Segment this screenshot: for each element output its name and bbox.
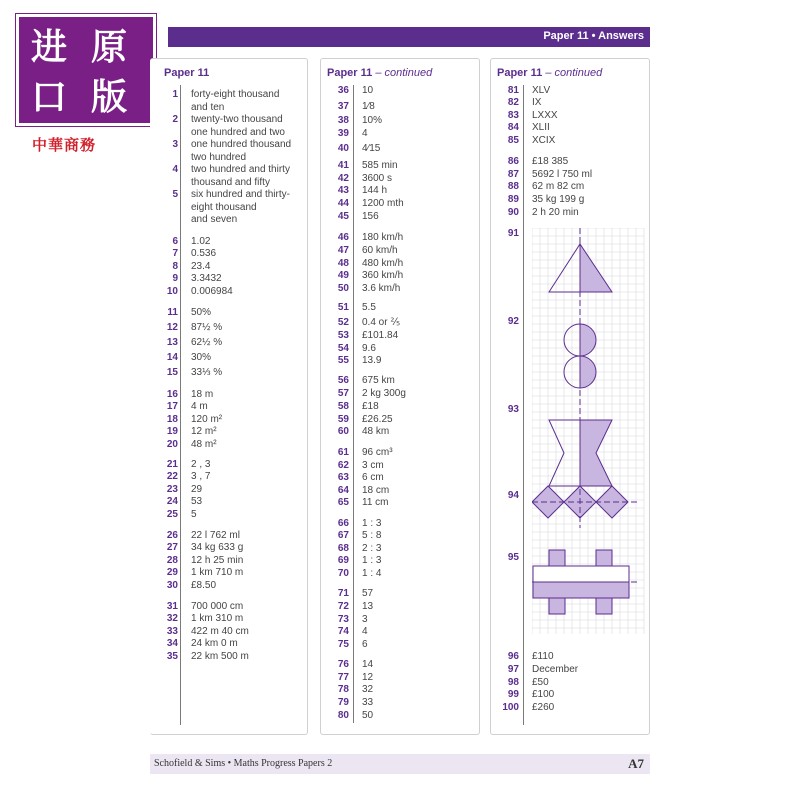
question-number: 94 — [507, 490, 519, 501]
question-number: 30 — [166, 580, 178, 591]
answer-text: 48 m² — [191, 439, 217, 450]
question-number: 39 — [337, 128, 349, 139]
answer-text: £26.25 — [362, 414, 393, 425]
answer-text: 5.5 — [362, 302, 376, 313]
question-number: 88 — [507, 181, 519, 192]
question-number: 51 — [337, 302, 349, 313]
question-number: 41 — [337, 160, 349, 171]
answer-text: 13.9 — [362, 355, 382, 366]
q95-tab-right — [596, 550, 612, 566]
answer-text: 675 km — [362, 375, 395, 386]
answer-text: 48 km — [362, 426, 390, 437]
question-number: 6 — [172, 236, 178, 247]
question-number: 22 — [166, 471, 178, 482]
answer-text: 5692 l 750 ml — [532, 169, 593, 180]
answer-text: £8.50 — [191, 580, 217, 591]
q93-shape-right — [580, 420, 612, 486]
question-number: 23 — [166, 484, 178, 495]
question-number: 49 — [337, 270, 349, 281]
page-footer — [150, 754, 650, 774]
answer-text: 6 — [362, 639, 368, 650]
answer-text: 0.536 — [191, 248, 217, 259]
page-number: A7 — [628, 756, 644, 771]
answer-text: 87½ % — [191, 322, 223, 333]
answer-text: 35 kg 199 g — [532, 194, 585, 205]
answer-text: 60 km/h — [362, 245, 398, 256]
question-number: 85 — [507, 135, 519, 146]
answer-text: 9.6 — [362, 343, 376, 354]
answer-text: IX — [532, 97, 542, 108]
answer-text: and ten — [191, 101, 225, 113]
answer-text: 5 — [191, 509, 197, 520]
answer-text: 1.02 — [191, 236, 211, 247]
answer-text: 1⁄8 — [362, 101, 375, 112]
question-number: 4 — [172, 164, 178, 175]
answer-text: 50% — [191, 307, 212, 318]
logo-char-3: 口 — [31, 76, 68, 118]
question-number: 28 — [166, 555, 178, 566]
answer-text: 1 km 710 m — [191, 567, 244, 578]
answer-text: £260 — [532, 702, 555, 713]
answer-text: 3.6 km/h — [362, 283, 401, 294]
answer-text: 480 km/h — [362, 258, 404, 269]
question-number: 20 — [166, 439, 178, 450]
q95-tab-left — [549, 550, 565, 566]
answer-text: 22 km 500 m — [191, 651, 249, 662]
question-number: 33 — [166, 626, 178, 637]
answer-text: 156 — [362, 211, 379, 222]
question-number: 82 — [507, 97, 519, 108]
answer-text: 2 h 20 min — [532, 207, 579, 218]
answer-text: 2 , 3 — [191, 459, 211, 470]
answer-text: 14 — [362, 659, 374, 670]
question-number: 11 — [167, 307, 178, 318]
question-number: 95 — [507, 552, 519, 563]
answer-text: 3.3432 — [191, 273, 222, 284]
question-number: 17 — [166, 401, 178, 412]
question-number: 10 — [166, 286, 178, 297]
logo-char-4: 版 — [91, 76, 128, 118]
answer-text: two hundred — [191, 151, 247, 163]
question-number: 32 — [166, 613, 178, 624]
column-3-divider — [523, 85, 524, 725]
q95-leg-left — [549, 598, 565, 614]
answer-text: 10% — [362, 115, 383, 126]
answer-text: 3 cm — [362, 460, 384, 471]
question-number: 86 — [507, 156, 519, 167]
question-number: 8 — [172, 261, 178, 272]
question-number: 55 — [337, 355, 349, 366]
question-number: 64 — [337, 485, 349, 496]
answer-text: 12 m² — [191, 426, 217, 437]
question-number: 80 — [337, 710, 349, 721]
question-number: 25 — [166, 509, 178, 520]
question-number: 42 — [337, 173, 349, 184]
column-1-title: Paper 11 — [164, 67, 210, 79]
answer-text: two hundred and thirty — [191, 164, 290, 175]
answer-text: 24 km 0 m — [191, 638, 238, 649]
question-number: 68 — [337, 543, 349, 554]
question-number: 53 — [337, 330, 349, 341]
answer-text: 12 h 25 min — [191, 555, 244, 566]
question-number: 77 — [337, 672, 349, 683]
answer-text: 57 — [362, 588, 374, 599]
question-number: 44 — [337, 198, 349, 209]
answer-text: 30% — [191, 352, 212, 363]
answer-text: 29 — [191, 484, 203, 495]
question-number: 24 — [166, 496, 178, 507]
answer-text: 144 h — [362, 185, 388, 196]
question-number: 81 — [507, 85, 519, 96]
question-number: 50 — [337, 283, 349, 294]
answer-text: 1 : 3 — [362, 555, 382, 566]
question-number: 52 — [337, 317, 349, 328]
answer-text: 120 m² — [191, 414, 223, 425]
answer-text: XLV — [532, 85, 551, 96]
question-number: 27 — [166, 542, 178, 553]
answer-text: December — [532, 664, 579, 675]
answer-text: 18 m — [191, 389, 214, 400]
answer-text: 23.4 — [191, 261, 211, 272]
answer-text: 50 — [362, 710, 374, 721]
answer-text: 422 m 40 cm — [191, 626, 249, 637]
question-number: 73 — [337, 614, 349, 625]
answer-text: twenty-two thousand — [191, 114, 283, 125]
question-number: 40 — [337, 143, 349, 154]
answers-column-2 — [320, 58, 480, 735]
answer-text: 5 : 8 — [362, 530, 382, 541]
answer-text: £110 — [532, 651, 554, 662]
question-number: 79 — [337, 697, 349, 708]
question-number: 96 — [507, 651, 519, 662]
question-number: 5 — [172, 189, 178, 200]
question-number: 7 — [172, 248, 178, 259]
column-3-title: Paper 11 – continued — [497, 67, 603, 79]
q95-leg-right — [596, 598, 612, 614]
question-number: 38 — [337, 115, 349, 126]
answer-text: eight thousand — [191, 201, 257, 213]
question-number: 34 — [166, 638, 178, 649]
question-number: 69 — [337, 555, 349, 566]
answer-text: 62 m 82 cm — [532, 181, 585, 192]
answer-text: 18 cm — [362, 485, 390, 496]
answer-text: 13 — [362, 601, 374, 612]
question-number: 47 — [337, 245, 349, 256]
answer-text: XLII — [532, 122, 550, 133]
q92-circle-top-right — [580, 324, 596, 356]
answer-text: 33⅓ % — [191, 367, 223, 378]
question-number: 87 — [507, 169, 519, 180]
answer-text: forty-eight thousand — [191, 89, 280, 100]
answer-text: 700 000 cm — [191, 601, 244, 612]
question-number: 92 — [507, 316, 519, 327]
answer-text: 34 kg 633 g — [191, 542, 244, 553]
q95-lower-body — [533, 582, 629, 598]
question-number: 90 — [507, 207, 519, 218]
column-2-divider — [353, 85, 354, 723]
question-number: 74 — [337, 626, 349, 637]
column-2-title: Paper 11 – continued — [327, 67, 433, 79]
question-number: 16 — [166, 389, 178, 400]
question-number: 36 — [337, 85, 349, 96]
question-number: 56 — [337, 375, 349, 386]
answer-text: 360 km/h — [362, 270, 404, 281]
question-number: 84 — [507, 122, 519, 133]
question-number: 18 — [166, 414, 178, 425]
answer-text: 33 — [362, 697, 374, 708]
question-number: 31 — [166, 601, 178, 612]
answer-text: 585 min — [362, 160, 398, 171]
answer-text: 1 : 3 — [362, 518, 382, 529]
question-number: 62 — [337, 460, 349, 471]
question-number: 3 — [172, 139, 178, 150]
question-number: 97 — [507, 664, 519, 675]
answer-text: 10 — [362, 85, 374, 96]
question-number: 66 — [337, 518, 349, 529]
question-number: 1 — [172, 89, 178, 100]
question-number: 58 — [337, 401, 349, 412]
answer-text: 1200 mth — [362, 198, 404, 209]
symmetry-grid — [532, 228, 645, 634]
question-number: 78 — [337, 684, 349, 695]
question-number: 99 — [507, 689, 519, 700]
question-number: 54 — [337, 343, 349, 354]
answer-text: £18 385 — [532, 156, 569, 167]
answer-text: 0.4 or ⅖ — [362, 317, 401, 328]
question-number: 12 — [166, 322, 178, 333]
question-number: 45 — [337, 211, 349, 222]
answer-text: £100 — [532, 689, 555, 700]
answer-text: one hundred and two — [191, 126, 285, 138]
answer-text: 62½ % — [191, 337, 223, 348]
question-number: 15 — [166, 367, 178, 378]
question-number: 60 — [337, 426, 349, 437]
answer-text: 11 cm — [362, 497, 389, 508]
answer-text: £18 — [362, 401, 379, 412]
logo-badge — [16, 14, 156, 126]
answer-text: 22 l 762 ml — [191, 530, 240, 541]
question-number: 35 — [166, 651, 178, 662]
answer-text: 3600 s — [362, 173, 393, 184]
question-number: 59 — [337, 414, 349, 425]
answer-text: £101.84 — [362, 330, 399, 341]
question-number: 46 — [337, 232, 349, 243]
question-number: 75 — [337, 639, 349, 650]
question-number: 43 — [337, 185, 349, 196]
question-number: 100 — [502, 702, 519, 713]
answer-text: 3 , 7 — [191, 471, 211, 482]
page-title: Paper 11 • Answers — [543, 30, 644, 42]
q92-circle-bottom-right — [580, 356, 596, 388]
answer-text: 96 cm³ — [362, 447, 393, 458]
answer-text: XCIX — [532, 135, 556, 146]
answer-text: thousand and fifty — [191, 176, 270, 188]
question-number: 21 — [166, 459, 178, 470]
logo-subtitle: 中華商務 — [32, 136, 97, 154]
answer-text: £50 — [532, 677, 549, 688]
publisher-logo — [16, 14, 156, 128]
question-number: 89 — [507, 194, 519, 205]
answer-text: one hundred thousand — [191, 139, 292, 150]
question-number: 2 — [172, 114, 178, 125]
question-number: 57 — [337, 388, 349, 399]
question-number: 65 — [337, 497, 349, 508]
logo-char-1: 进 — [31, 26, 68, 68]
answers-column-1 — [150, 58, 308, 735]
answer-text: 0.006984 — [191, 286, 233, 297]
question-number: 61 — [337, 447, 349, 458]
answer-text: 4⁄15 — [362, 143, 381, 154]
answer-text: 4 m — [191, 401, 208, 412]
answer-text: 4 — [362, 626, 368, 637]
question-number: 48 — [337, 258, 349, 269]
answer-text: and seven — [191, 214, 238, 225]
question-number: 26 — [166, 530, 178, 541]
answer-text: LXXX — [532, 110, 558, 121]
answer-text: 2 : 3 — [362, 543, 382, 554]
question-number: 14 — [166, 352, 178, 363]
answer-text: six hundred and thirty- — [191, 189, 290, 200]
answer-text: 2 kg 300g — [362, 388, 406, 399]
answer-text: 4 — [362, 128, 368, 139]
question-number: 67 — [337, 530, 349, 541]
answer-text: 12 — [362, 672, 374, 683]
answer-text: 32 — [362, 684, 374, 695]
question-number: 72 — [337, 601, 349, 612]
question-number: 19 — [166, 426, 178, 437]
question-number: 83 — [507, 110, 519, 121]
question-number: 98 — [507, 677, 519, 688]
question-number: 29 — [166, 567, 178, 578]
question-number: 37 — [337, 101, 349, 112]
question-number: 9 — [172, 273, 178, 284]
question-number: 76 — [337, 659, 349, 670]
answer-text: 6 cm — [362, 472, 384, 483]
footer-book-title: Schofield & Sims • Maths Progress Papers 2 — [154, 758, 333, 769]
answer-text: 3 — [362, 614, 368, 625]
q95-upper-body — [533, 566, 629, 582]
logo-char-2: 原 — [91, 26, 128, 68]
question-number: 93 — [507, 404, 519, 415]
answer-text: 1 km 310 m — [191, 613, 244, 624]
answer-text: 180 km/h — [362, 232, 404, 243]
answer-text: 1 : 4 — [362, 568, 382, 579]
question-number: 13 — [166, 337, 178, 348]
column-1-divider — [180, 85, 181, 725]
question-number: 70 — [337, 568, 349, 579]
question-number: 71 — [337, 588, 349, 599]
answer-text: 53 — [191, 496, 203, 507]
question-number: 91 — [507, 228, 519, 239]
question-number: 63 — [337, 472, 349, 483]
answers-header-bar — [168, 27, 650, 47]
